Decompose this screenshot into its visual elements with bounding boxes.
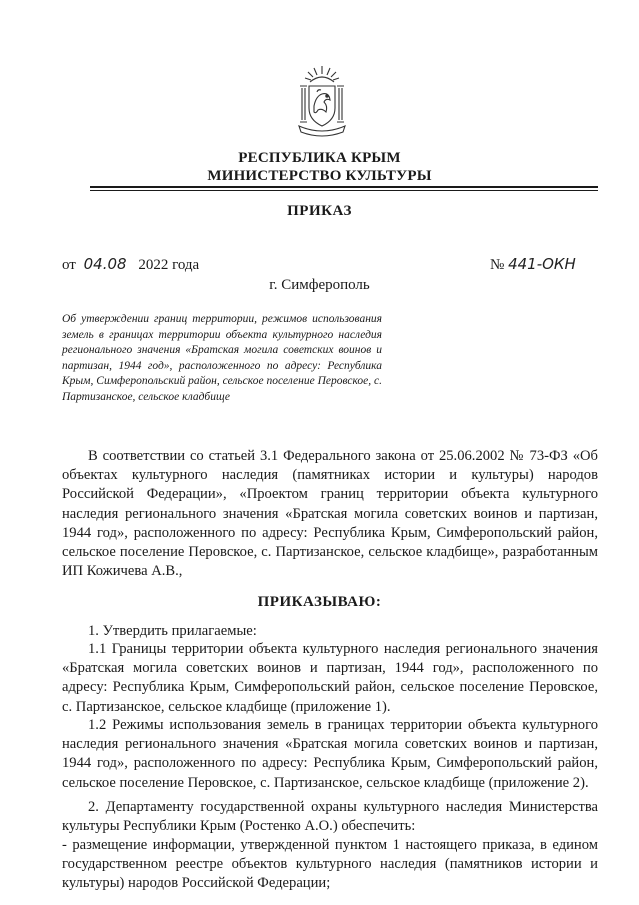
order-number-line xyxy=(490,255,576,274)
ministry-title: МИНИСТЕРСТВО КУЛЬТУРЫ xyxy=(207,168,432,184)
republic-title: РЕСПУБЛИКА КРЫМ xyxy=(238,150,401,166)
crimea-coat-of-arms-emblem xyxy=(296,62,348,138)
handwritten-number: 441-ОКН xyxy=(508,255,576,273)
order-date-line xyxy=(62,255,199,274)
item-1-1: 1.1 Границы территории объекта культурного наследия регионального значения «Братская могила советских воинов и партизан, 1944 год», расположенного по адресу: Республика Крым, Симферопольский район, сельское поселение Перовское, с. Партизанское, сельское кладбище (приложение 1). xyxy=(62,641,598,715)
handwritten-date: 04.08 xyxy=(83,255,127,273)
date-year: 2022 года xyxy=(138,257,200,273)
order-title: ПРИКАЗ xyxy=(287,203,352,219)
order-subject: Об утверждении границ территории, режимов использования земель в границах территории объекта культурного наследия регионального значения «Братская могила советских воинов и партизан, 1944 год», расположенного по адресу: Республика Крым, Симферопольский район, сельское поселение Перовское, с. Партизанское, сельское кладбище xyxy=(62,313,382,403)
header-divider-thin xyxy=(90,190,598,191)
number-prefix: № xyxy=(490,257,505,273)
intro-paragraph: В соответствии со статьей 3.1 Федерального закона от 25.06.2002 № 73-ФЗ «Об объектах культурного наследия (памятниках истории и культуры) народов Российской Федерации», «Проектом границ территории объекта культурного наследия регионального значения «Братская могила советских воинов и партизан, 1944 год», расположенного по адресу: Республика Крым, Симферопольский район, сельское поселение Перовское, с. Партизанское, сельское кладбище», разработанным ИП Кожичева А.В., xyxy=(62,448,598,580)
item-2-a: - размещение информации, утвержденной пунктом 1 настоящего приказа, в едином государственном реестре объектов культурного наследия (памятников истории и культуры) народов Российской Федерации; xyxy=(62,837,598,892)
item-1-2: 1.2 Режимы использования земель в границах территории объекта культурного наследия регионального значения «Братская могила советских воинов и партизан, 1944 год», расположенного по адресу: Республика Крым, Симферопольский район, сельское поселение Перовское, с. Партизанское, сельское кладбище (приложение 2). xyxy=(62,717,598,791)
date-prefix: от xyxy=(62,257,76,273)
order-heading: ПРИКАЗЫВАЮ: xyxy=(257,594,382,610)
item-2: 2. Департаменту государственной охраны культурного наследия Министерства культуры Республики Крым (Ростенко А.О.) обеспечить: xyxy=(62,799,598,835)
item-1: 1. Утвердить прилагаемые: xyxy=(88,623,257,639)
order-city: г. Симферополь xyxy=(269,277,370,293)
header-divider-thick xyxy=(90,186,598,188)
